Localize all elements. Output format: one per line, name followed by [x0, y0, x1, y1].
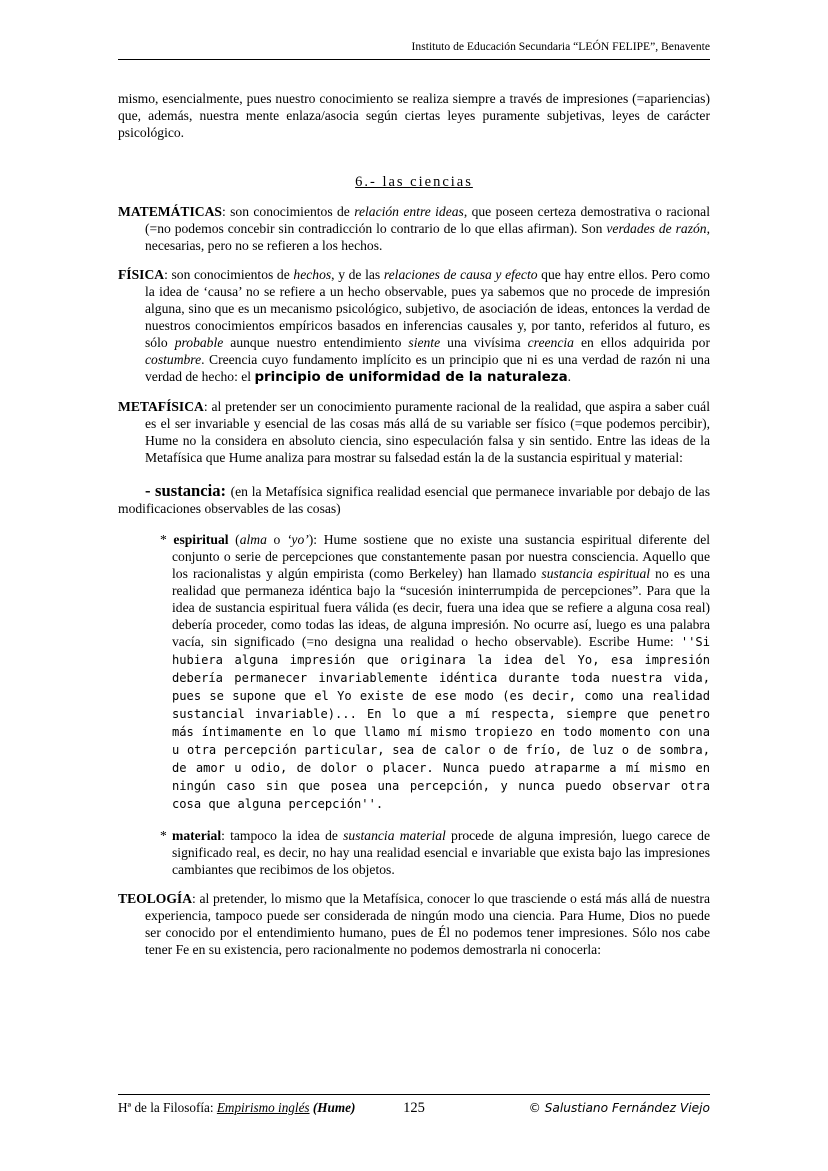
- text-segment: METAFÍSICA: [118, 399, 204, 414]
- text-segment: ‘yo’: [286, 532, 309, 547]
- text-segment: hechos: [293, 267, 332, 282]
- text-segment: : son conocimientos de: [221, 204, 355, 219]
- text-segment: aunque nuestro entendimiento: [223, 335, 409, 350]
- text-segment: , y de las: [331, 267, 384, 282]
- text-segment: , que poseen certeza demostrativa o racional (=no podemos concebir sin contradicción lo contrario de lo que ellas afirman). Son: [145, 204, 710, 236]
- paragraph-material: [160, 827, 710, 878]
- text-segment: creencia: [527, 335, 574, 350]
- paragraph-fisica: [118, 266, 710, 386]
- text-segment: FÍSICA: [118, 267, 165, 282]
- text-segment: *: [160, 532, 174, 547]
- text-segment: una vivísima: [440, 335, 528, 350]
- page-body: [118, 90, 710, 958]
- text-segment: verdades de razón: [606, 221, 707, 236]
- page-footer: [118, 1094, 710, 1117]
- text-segment: no es una realidad que permaneza idéntica bajo la “sucesión ininterrumpida de percepciones”. Para que la idea de sustancia espiritual fuera válida (es decir, fuera una idea que se refiere a alguna cosa real) debería proceder, como todas las ideas, de alguna impresión. No ocurre así, luego es una palabra vacía, sin significado (=no designa una realidad o hecho observable). Escribe Hume:: [172, 566, 710, 649]
- section-heading: 6.- las ciencias: [355, 174, 473, 190]
- text-segment: TEOLOGÍA: [118, 891, 193, 906]
- text-segment: en ellos adquirida por: [573, 335, 710, 350]
- text-segment: principio de uniformidad de la naturaleza: [254, 370, 568, 385]
- section-heading-wrap: [118, 173, 710, 191]
- text-segment: alma: [239, 532, 267, 547]
- text-segment: (en la Metafísica significa realidad esencial que permanece invariable por debajo de las modificaciones observables de las cosas): [118, 484, 710, 516]
- text-segment: siente: [408, 335, 441, 350]
- text-segment: ): Hume sostiene que no existe una sustancia espiritual diferente del conjunto o serie de percepciones que constantemente pasan por nuestra consciencia. Aquello que los racionalistas y algún empirista (como Berkeley) han llamado: [172, 532, 711, 581]
- footer-copyright: © Salustiano Fernández Viejo: [528, 1101, 710, 1115]
- text-segment: mismo, esencialmente, pues nuestro conocimiento se realiza siempre a través de impresiones (=apariencias) que, además, nuestra mente enlaza/asocia según ciertas leyes puramente subjetivas, leyes de carácter psicológico.: [118, 91, 710, 140]
- text-segment: espiritual: [173, 532, 229, 547]
- text-segment: - sustancia:: [145, 481, 231, 500]
- text-segment: material: [172, 828, 222, 843]
- text-segment: : tampoco la idea de: [221, 828, 344, 843]
- paragraph-espiritual: [160, 531, 711, 813]
- text-segment: relaciones de causa y efecto: [383, 267, 538, 282]
- paragraph-sustancia: [118, 482, 710, 517]
- text-segment: MATEMÁTICAS: [118, 204, 222, 219]
- paragraph-teologia: [118, 890, 710, 958]
- text-segment: (Hume): [312, 1100, 356, 1115]
- text-segment: : al pretender, lo mismo que la Metafísica, conocer lo que trasciende o está más allá de nuestra experiencia, tampoco puede ser considerada de ningún modo una ciencia. Para Hume, Dios no puede ser conocido por el entendimiento humano, pues de Él no podemos tener impresiones. Sólo nos cabe tener Fe en su existencia, pero racionalmente no podemos demostrarla ni conocerla:: [145, 891, 710, 957]
- text-segment: Hª de la Filosofía:: [118, 1100, 217, 1115]
- intro-paragraph: [118, 90, 710, 141]
- text-segment: : al pretender ser un conocimiento puramente racional de la realidad, que aspira a saber cuál es el ser invariable y esencial de las cosas más allá de su variable ser físico (=que podemos percibir), Hume no la considera en absoluto ciencia, sino especulación falsa y sin sentido. Entre las ideas de la Metafísica que Hume analiza para mostrar su falsedad están la de la sustancia espiritual y material:: [145, 399, 710, 465]
- text-segment: . Creencia cuyo fundamento implícito es un principio que ni es una verdad de razón ni una verdad de hecho: el: [145, 352, 710, 384]
- text-segment: (: [228, 532, 240, 547]
- institution-name: Instituto de Educación Secundaria “LEÓN FELIPE”, Benavente: [411, 40, 710, 53]
- text-segment: *: [160, 828, 173, 843]
- footer-course-title: [118, 1100, 403, 1116]
- text-segment: probable: [174, 335, 224, 350]
- text-segment: procede de alguna impresión, luego carece de significado real, es decir, no hay una realidad esencial e invariable que exista bajo las impresiones cambiantes que recibimos de los objetos.: [172, 828, 710, 877]
- text-segment: relación entre ideas: [354, 204, 464, 219]
- text-segment: .: [567, 369, 572, 384]
- text-segment: sustancia material: [343, 828, 446, 843]
- text-segment: o: [266, 532, 287, 547]
- paragraph-metafisica: [118, 398, 710, 466]
- page-header: [118, 40, 710, 60]
- text-segment: : son conocimientos de: [164, 267, 294, 282]
- text-segment: que hay entre ellos. Pero como la idea de ‘causa’ no se refiere a un hecho observable, pues ya sabemos que no procede de impresión alguna, sino que es un mecanismo psicológico, subjetivo, de asociación de ideas, entonces la verdad de nuestros conocimientos empíricos basados en inferencias causales y, por tanto, referidos al futuro, es sólo: [145, 267, 710, 350]
- page-number: 125: [403, 1100, 425, 1116]
- paragraph-matematicas: [118, 203, 710, 254]
- text-segment: , necesarias, pero no se refieren a los hechos.: [145, 221, 710, 253]
- text-segment: sustancia espiritual: [541, 566, 651, 581]
- text-segment: costumbre: [145, 352, 202, 367]
- text-segment: ''Si hubiera alguna impresión que originara la idea del Yo, esa impresión debería permanecer invariablemente idéntica durante toda nuestra vida, pues se supone que el Yo existe de ese modo (es decir, como una realidad sustancial invariable)... En lo que a mí respecta, siempre que penetro más íntimamente en lo que llamo mí mismo tropiezo en todo momento con una u otra percepción particular, sea de calor o de frío, de luz o de sombra, de amor u odio, de dolor o placer. Nunca puedo atraparme a mí mismo en ningún caso sin que posea una percepción, y nunca puedo observar otra cosa que alguna percepción''.: [172, 635, 710, 811]
- text-segment: Empirismo inglés: [216, 1100, 310, 1115]
